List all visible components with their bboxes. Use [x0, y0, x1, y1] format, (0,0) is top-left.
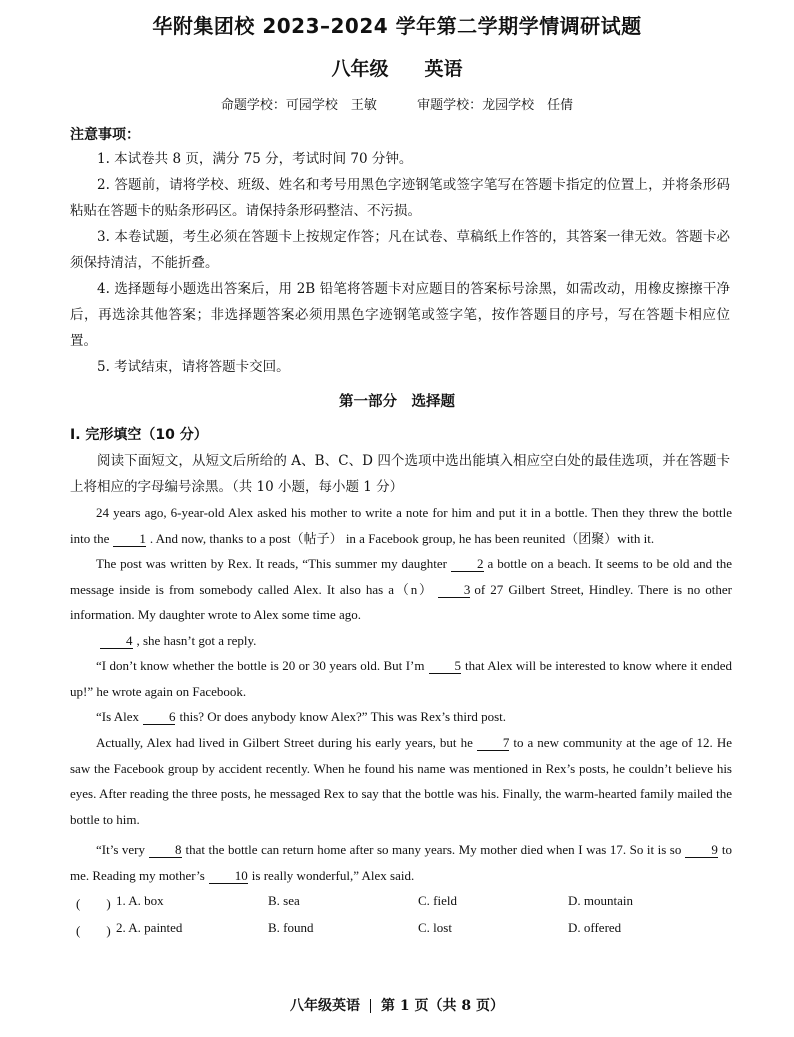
question-row-2: [70, 920, 750, 942]
blank-8: 8: [149, 842, 182, 858]
option-d: D. mountain: [568, 893, 633, 908]
grade-label: 八年级: [331, 58, 389, 80]
blank-2: 2: [451, 556, 484, 572]
answer-bracket[interactable]: ( ): [76, 923, 111, 938]
exam-title: 华附集团校 2023–2024 学年第二学期学情调研试题: [152, 14, 642, 38]
option-b: B. found: [268, 920, 314, 935]
option-a: 2. A. painted: [116, 920, 183, 935]
passage-paragraph-7: “It’s very 8 that the bottle can return home after so many years. My mother died when I was 17. So it is so 9 to me. Reading my mother’s 10 is really wonderful,” Alex said.: [70, 842, 732, 883]
reviewer-school: 审题学校：龙园学校 任倩: [417, 98, 574, 113]
grade-subject: [0, 54, 794, 81]
answer-bracket[interactable]: ( ): [76, 896, 111, 911]
cloze-instruction: 阅读下面短文，从短文后所给的 A、B、C、D 四个选项中选出能填入相应空白处的最佳选项，并在答题卡上将相应的字母编号涂黑。（共 10 小题，每小题 1 分）: [70, 453, 730, 495]
section-title: 第一部分 选择题: [339, 394, 455, 410]
part-heading: I. 完形填空（10 分）: [70, 427, 208, 443]
notice-item-4: 4. 选择题每小题选出答案后，用 2B 铅笔将答题卡对应题目的答案标号涂黑，如需改动，用橡皮擦擦干净后，再选涂其他答案；非选择题答案必须用黑色字迹钢笔或签字笔，按作答题目的序号，写在答题卡相应位置。: [70, 281, 730, 349]
passage-paragraph-3: 4 , she hasn’t got a reply.: [70, 628, 732, 654]
notice-item-5: 5. 考试结束，请将答题卡交回。: [97, 359, 290, 375]
notice-item-1: 1. 本试卷共 8 页，满分 75 分，考试时间 70 分钟。: [97, 151, 413, 167]
notice-heading: 注意事项：: [70, 127, 140, 143]
footer-page-number: 第 1 页（共 8 页）: [381, 998, 504, 1014]
blank-4: 4: [100, 633, 133, 649]
option-b: B. sea: [268, 893, 300, 908]
passage-paragraph-5: “Is Alex 6 this? Or does anybody know Alex?” This was Rex’s third post.: [96, 709, 506, 724]
option-c: C. lost: [418, 920, 452, 935]
option-d: D. offered: [568, 920, 622, 935]
notice-item-2: 2. 答题前，请将学校、班级、姓名和考号用黑色字迹钢笔或签字笔写在答题卡指定的位置上，并将条形码粘贴在答题卡的贴条形码区。请保持条形码整洁、不污损。: [70, 177, 730, 219]
subject-label: 英语: [424, 58, 463, 80]
question-row-1: [70, 893, 750, 915]
blank-9: 9: [685, 842, 718, 858]
blank-6: 6: [143, 709, 176, 725]
passage-paragraph-6: Actually, Alex had lived in Gilbert Street during his early years, but he 7 to a new community at the age of 12. He saw the Facebook group by accident recently. When he found his name was mentioned in Rex’s posts, he couldn’t believe his eyes. After reading the three posts, he messaged Rex to say that the bottle was his. Finally, the warm-hearted family mailed the bottle to him.: [70, 735, 732, 827]
page-footer: [0, 995, 794, 1015]
blank-7: 7: [477, 735, 510, 751]
passage-paragraph-2: The post was written by Rex. It reads, “This summer my daughter 2 a bottle on a beach. It seems to be old and the message inside is from somebody called Alex. It also has a（n） 3 of 27 Gilbert Street, Hindley. There is no other information. My daughter wrote to Alex some time ago.: [70, 556, 732, 622]
blank-1: 1: [113, 531, 146, 547]
notice-item-3: 3. 本卷试题，考生必须在答题卡上按规定作答；凡在试卷、草稿纸上作答的，其答案一律无效。答题卡必须保持清洁，不能折叠。: [70, 229, 730, 271]
blank-3: 3: [438, 582, 471, 598]
option-a: 1. A. box: [116, 893, 164, 908]
footer-divider: [370, 999, 371, 1013]
passage-paragraph-4: “I don’t know whether the bottle is 20 or 30 years old. But I’m 5 that Alex will be interested to know where it ended up!” he wrote again on Facebook.: [70, 658, 732, 699]
blank-5: 5: [429, 658, 462, 674]
option-c: C. field: [418, 893, 457, 908]
footer-subject: 八年级英语: [290, 998, 360, 1014]
authors-line: [0, 94, 794, 113]
blank-10: 10: [209, 868, 248, 884]
passage-paragraph-1: 24 years ago, 6-year-old Alex asked his mother to write a note for him and put it in a bottle. Then they threw the bottle into the 1 . And now, thanks to a post（帖子） in a Facebook group, he has been reunited（团聚）with it.: [70, 505, 732, 546]
setter-school: 命题学校：可园学校 王敏: [220, 98, 377, 113]
